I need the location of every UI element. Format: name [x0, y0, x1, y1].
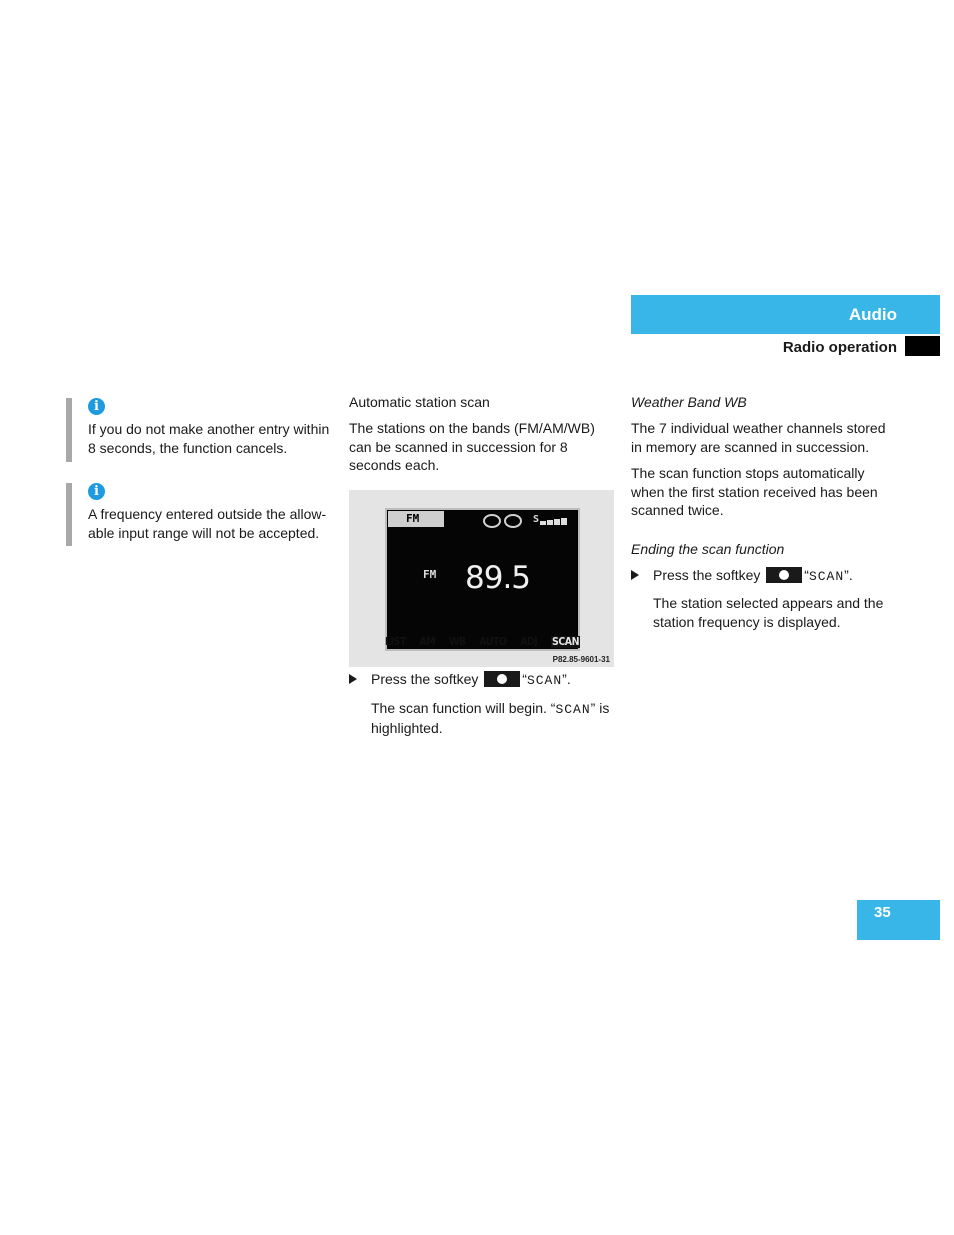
instruction-result: The station selected appears and the station frequency is displayed.	[653, 595, 884, 630]
disc-icon	[483, 514, 501, 528]
info-icon: i	[88, 483, 105, 500]
info-note-1	[66, 398, 334, 462]
softkey-icon	[766, 567, 802, 583]
softkey-icon	[484, 671, 520, 687]
note-text: A frequency entered outside the allow-able input range will not be accepted.	[88, 506, 327, 541]
disc-icon	[504, 514, 522, 528]
softkey-label: SCAN	[526, 673, 563, 688]
signal-strength-icon: S	[533, 514, 567, 525]
arrow-icon	[631, 570, 639, 580]
radio-display-figure	[349, 490, 614, 667]
info-note-2	[66, 483, 334, 546]
info-icon: i	[88, 398, 105, 415]
instruction-step: Press the softkey “SCAN”.	[631, 566, 893, 587]
softkey-label: SCAN	[808, 568, 845, 584]
disc-icons	[483, 514, 525, 533]
figure-code: P82.85-9601-31	[552, 655, 610, 664]
softkey-wb: WB	[448, 636, 466, 648]
weather-band-heading: Weather Band WB	[631, 394, 747, 410]
frequency-readout: 89.5	[465, 560, 531, 596]
middle-steps	[349, 670, 614, 746]
weather-band-para-2: The scan function stops automatically when the first station received has been scanned twice.	[631, 465, 878, 518]
softkey-auto: AUTO	[479, 636, 507, 648]
instruction-step: Press the softkey “SCAN”.	[349, 670, 614, 691]
band-tab: FM	[388, 511, 444, 527]
weather-band-para-1: The 7 individual weather channels stored in memory are scanned in succession.	[631, 420, 886, 455]
softkey-scan: SCAN	[552, 636, 579, 648]
right-column	[631, 393, 893, 639]
middle-column	[349, 393, 611, 483]
softkey-list: LIST	[385, 636, 406, 648]
note-text: If you do not make another entry within 8 seconds, the function cancels.	[88, 421, 330, 456]
section-title: Audio	[848, 304, 897, 324]
arrow-icon	[349, 674, 357, 684]
band-label: FM	[423, 568, 437, 581]
ending-scan-heading: Ending the scan function	[631, 540, 785, 557]
softkey-adj: ADJ	[520, 636, 538, 648]
intro-paragraph: The stations on the bands (FM/AM/WB) can be scanned in succession for 8 seconds each.	[349, 420, 595, 473]
softkey-bar	[385, 636, 580, 648]
softkey-am: AM	[419, 636, 436, 648]
section-tab	[631, 295, 940, 334]
subsection-marker	[905, 336, 940, 356]
subsection-title: Radio operation	[782, 339, 897, 356]
section-heading: Automatic station scan	[349, 394, 490, 410]
radio-screen	[385, 508, 580, 651]
page-number: 35	[857, 900, 940, 940]
instruction-result: The scan function will begin. “SCAN” is highlighted.	[371, 699, 610, 736]
